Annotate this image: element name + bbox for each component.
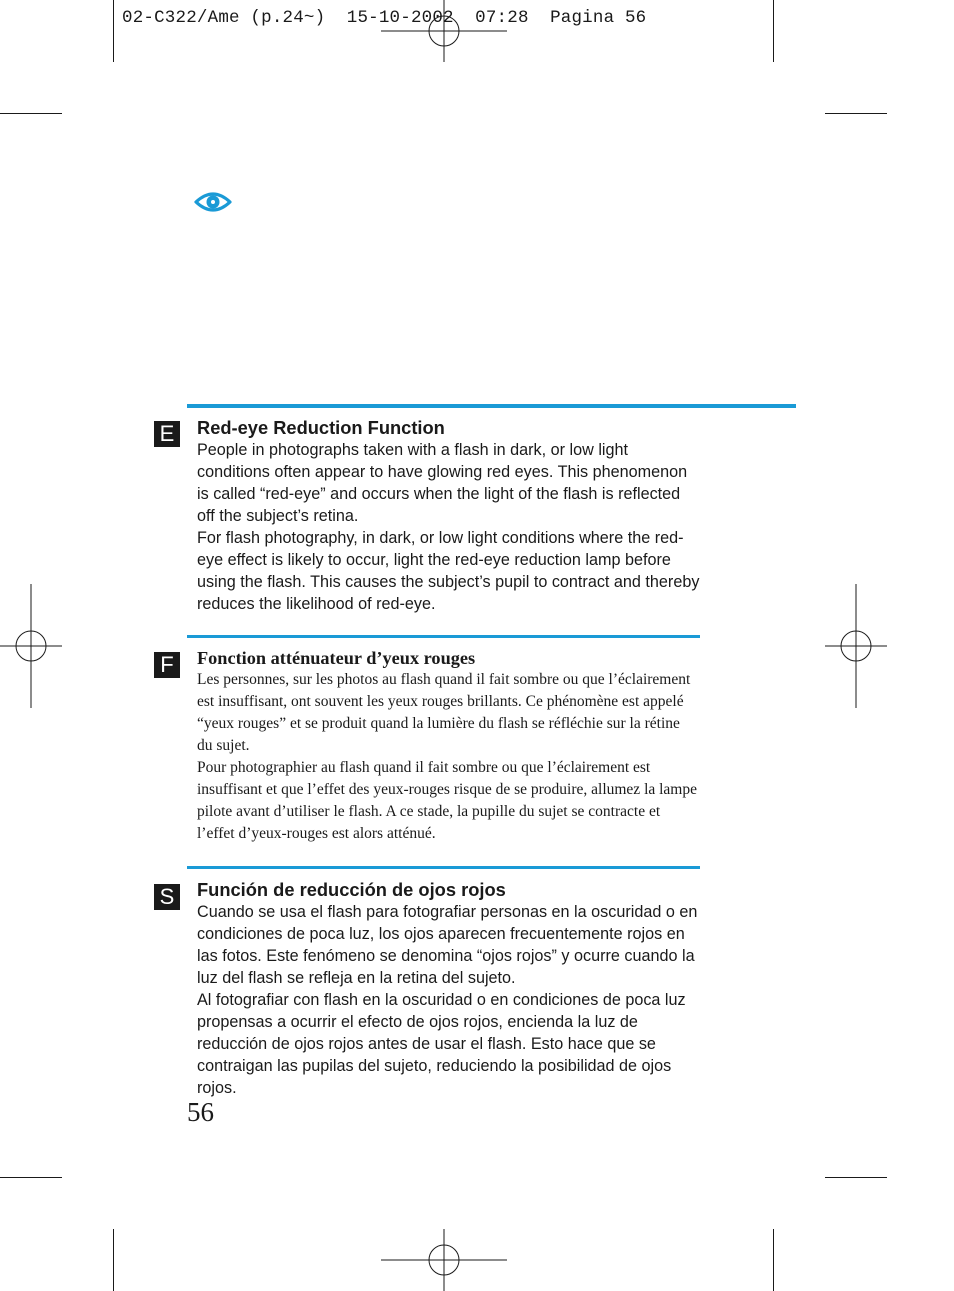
section-paragraph-english-2: For flash photography, in dark, or low light conditions where the red-eye effect is likely to occur, light the red-eye reduction lamp before using the flash. This causes the subject’s pupil to contract and thereby reduces the likelihood of red-eye. (197, 529, 700, 613)
section-french (197, 647, 697, 845)
section-title-spanish: Función de reducción de ojos rojos (197, 879, 506, 900)
section-title-english: Red-eye Reduction Function (197, 417, 445, 438)
page-number: 56 (187, 1097, 214, 1127)
language-badge-french: F (154, 652, 180, 678)
section-paragraph-spanish-2: Al fotografiar con flash en la oscuridad o en condiciones de poca luz propensas a ocurrir el efecto de ojos rojos, encienda la luz de reducción de ojos rojos antes de usar el flash. Esto hace que se contraigan las pupilas del sujeto, reduciendo la posibilidad de ojos rojos. (197, 991, 686, 1097)
section-spanish (197, 879, 702, 1099)
section-rule-french (187, 635, 700, 638)
section-paragraph-french-1: Les personnes, sur les photos au flash quand il fait sombre ou que l’éclairement est insuffisant, ont souvent les yeux rouges brillants. Ce phénomène est appelé “yeux rouges” et se produit quand la lumière du flash se réfléchie sur la rétine du sujet. (197, 671, 691, 754)
section-english (197, 417, 702, 615)
language-badge-spanish: S (154, 884, 180, 910)
print-header-slug: 02-C322/Ame (p.24~) 15-10-2002 07:28 Pagina 56 (122, 8, 647, 28)
section-paragraph-french-2: Pour photographier au flash quand il fait sombre ou que l’éclairement est insuffisant et que l’effet des yeux-rouges risque de se produire, allumez la lampe pilote avant d’utiliser le flash. A ce stade, la pupille du sujet se contracte et l’effet d’yeux-rouges est alors atténué. (197, 759, 697, 842)
section-paragraph-english-1: People in photographs taken with a flash in dark, or low light conditions often appear to have glowing red eyes. This phenomenon is called “red-eye” and occurs when the light of the flash is reflected off the subject’s retina. (197, 441, 688, 525)
section-rule-spanish (187, 866, 700, 869)
registration-mark-top (381, 0, 507, 62)
registration-mark-bottom (381, 1229, 507, 1291)
registration-mark-right (825, 584, 887, 708)
section-title-french: Fonction atténuateur d’yeux rouges (197, 648, 476, 668)
red-eye-reduction-icon (193, 185, 233, 219)
language-badge-english: E (154, 421, 180, 447)
registration-mark-left (0, 584, 62, 708)
section-rule-english (187, 404, 796, 408)
section-paragraph-spanish-1: Cuando se usa el flash para fotografiar personas en la oscuridad o en condiciones de poca luz, los ojos aparecen frecuentemente rojos en las fotos. Este fenómeno se denomina “ojos rojos” y ocurre cuando la luz del flash se refleja en la retina del sujeto. (197, 903, 698, 987)
